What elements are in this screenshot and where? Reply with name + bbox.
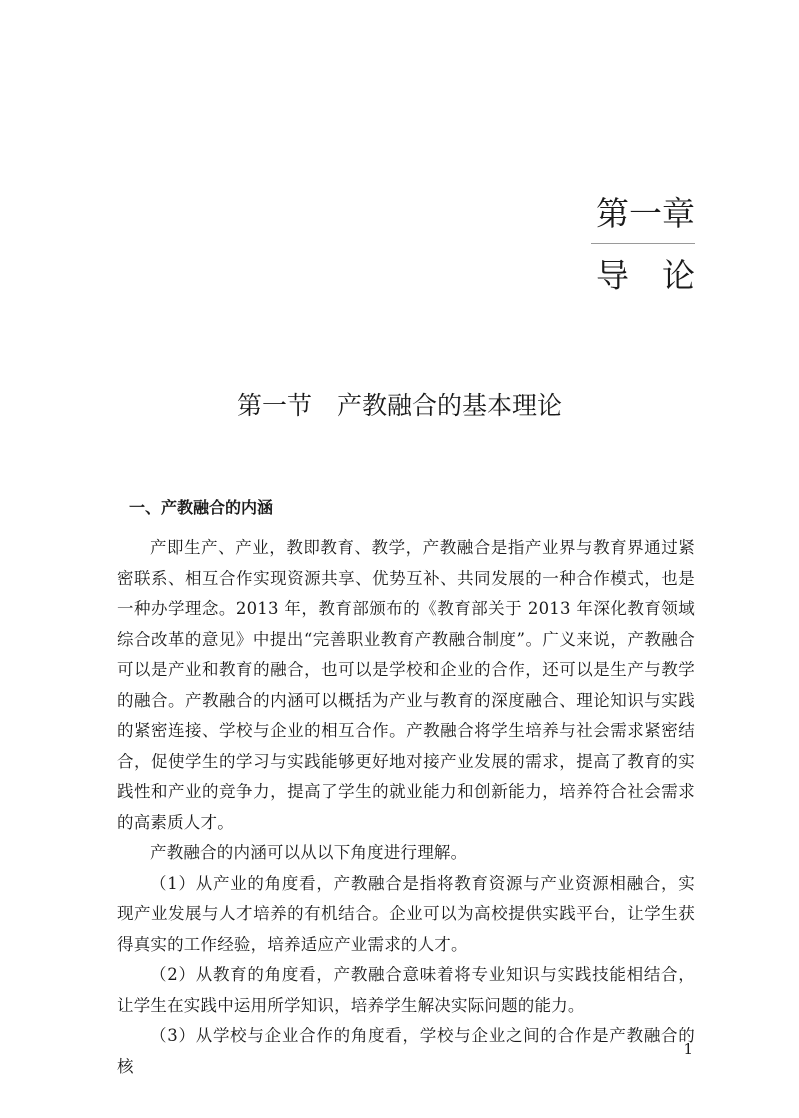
paragraph-industry-view: （1）从产业的角度看，产教融合是指将教育资源与产业资源相融合，实现产业发展与人才培养的有机结合。企业可以为高校提供实践平台，让学生获得真实的工作经验，培养适应产业需求的人才。 — [117, 873, 695, 954]
paragraph-cooperation-view: （3）从学校与企业合作的角度看，学校与企业之间的合作是产教融合的核 — [117, 1026, 695, 1076]
paragraph-definition: 产即生产、产业，教即教育、教学，产教融合是指产业界与教育界通过紧密联系、相互合作实现资源共享、优势互补、共同发展的一种合作模式，也是一种办学理念。2013 年，教育部颁布的《教育部关于 2013 年深化教育领域综合改革的意见》中提出“完善职业教育产教融合制度”。广义来说，产教融合可以是产业和教育的融合，也可以是学校和企业的合作，还可以是生产与教学的融合。产教融合的内涵可以概括为产业与教育的深度融合、理论知识与实践的紧密连接、学校与企业的相互合作。产教融合将学生培养与社会需求紧密结合，促使学生的学习与实践能够更好地对接产业发展的需求，提高了教育的实践性和产业的竞争力，提高了学生的就业能力和创新能力，培养符合社会需求的高素质人才。 — [117, 538, 695, 832]
body-text — [117, 533, 695, 1082]
chapter-number: 第一章 — [596, 194, 695, 233]
chapter-divider — [591, 243, 695, 244]
paragraph-education-view: （2）从教育的角度看，产教融合意味着将专业知识与实践技能相结合，让学生在实践中运用所学知识，培养学生解决实际问题的能力。 — [117, 965, 695, 1015]
chapter-heading — [591, 192, 695, 298]
section-title: 第一节 产教融合的基本理论 — [236, 391, 562, 420]
page-number: 1 — [683, 1040, 693, 1058]
chapter-title: 导 论 — [596, 256, 695, 295]
subsection-title: 一、产教融合的内涵 — [129, 498, 274, 517]
paragraph-intro-list: 产教融合的内涵可以从以下角度进行理解。 — [150, 843, 468, 862]
